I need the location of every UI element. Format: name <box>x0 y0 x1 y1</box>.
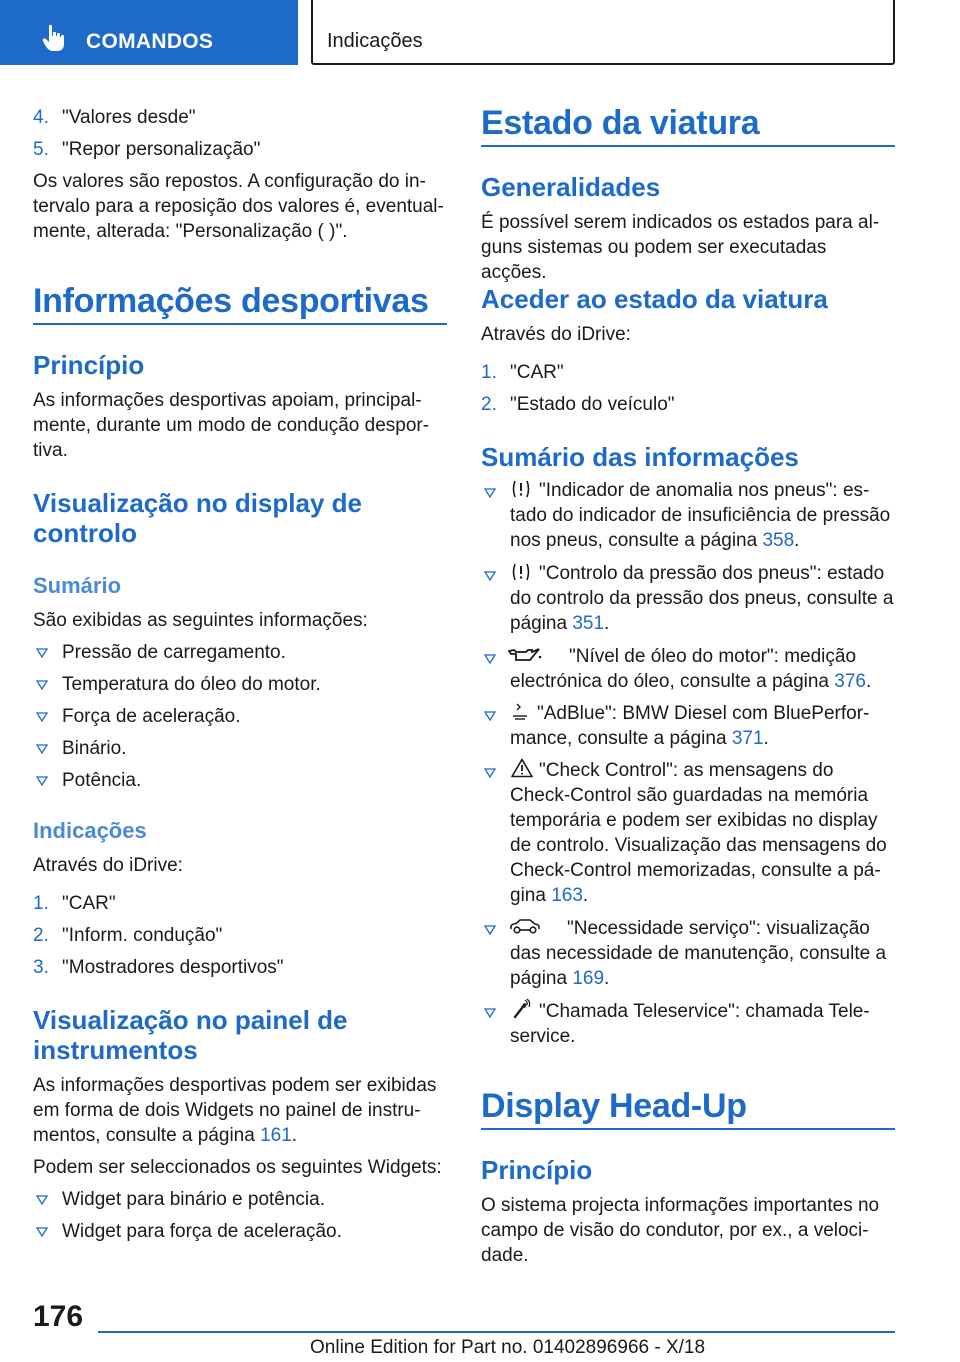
hand-pointer-icon <box>42 24 66 52</box>
warning-triangle-icon <box>511 758 533 778</box>
paragraph-line: As informações desportivas apoiam, principal- <box>33 390 422 411</box>
list-item: "Estado do veículo" <box>510 394 675 415</box>
bullet-triangle-icon <box>36 648 48 658</box>
heading-visualizacao-display: Visualização no display de <box>33 488 362 518</box>
list-item: "CAR" <box>62 893 116 914</box>
text: nos pneus, consulte a página <box>510 530 763 551</box>
list-item: Widget para binário e potência. <box>62 1189 325 1210</box>
heading-visualizacao-painel: instrumentos <box>33 1035 198 1065</box>
page-link[interactable]: 376 <box>834 671 866 692</box>
tab-comandos[interactable] <box>0 0 298 65</box>
heading-estado-viatura: Estado da viatura <box>481 104 760 142</box>
list-item: Binário. <box>62 738 127 759</box>
paragraph-line: mente, alterada: "Personalização ( )". <box>33 221 348 242</box>
paragraph-line: Check-Control memorizadas, consulte a pá- <box>510 860 881 881</box>
heading-principio: Princípio <box>33 350 145 380</box>
list-item: "Mostradores desportivos" <box>62 957 284 978</box>
paragraph-line: "AdBlue": BMW Diesel com BluePerfor- <box>537 703 870 724</box>
list-number: 3. <box>33 957 49 978</box>
bullet-triangle-icon <box>36 1227 48 1237</box>
bullet-triangle-icon <box>484 1008 496 1018</box>
paragraph-line: É possível serem indicados os estados para al- <box>481 212 880 233</box>
paragraph-line: tado do indicador de insuficiência de pressão <box>510 505 891 526</box>
text: . <box>865 671 872 692</box>
list-item: Potência. <box>62 770 142 791</box>
paragraph-line: das necessidade de manutenção, consulte a <box>510 943 887 964</box>
page-link[interactable]: 169 <box>572 968 605 989</box>
tire-pressure-control-icon <box>510 561 532 583</box>
paragraph-line <box>510 528 799 553</box>
heading-rule <box>33 323 447 325</box>
page-link[interactable]: 371 <box>731 728 764 749</box>
tire-pressure-warning-icon <box>510 478 532 500</box>
list-item: "CAR" <box>510 362 564 383</box>
bullet-triangle-icon <box>484 768 496 778</box>
paragraph-line: "Chamada Teleservice": chamada Tele- <box>539 1001 870 1022</box>
text: . <box>763 728 769 749</box>
bullet-triangle-icon <box>36 680 48 690</box>
paragraph-line: São exibidas as seguintes informações: <box>33 610 368 631</box>
paragraph-line <box>33 1123 297 1148</box>
adblue-icon <box>510 702 530 722</box>
bullet-triangle-icon <box>484 571 496 581</box>
bullet-triangle-icon <box>484 654 496 664</box>
heading-informacoes-desportivas: Informações desportivas <box>33 282 429 320</box>
paragraph-line <box>510 669 871 694</box>
list-number: 2. <box>481 394 497 415</box>
paragraph-line: "Nível de óleo do motor": medição <box>569 646 857 667</box>
paragraph-line: "Controlo da pressão dos pneus": estado <box>539 563 885 584</box>
list-item: Pressão de carregamento. <box>62 642 286 663</box>
text: . <box>291 1125 298 1146</box>
list-item: Widget para força de aceleração. <box>62 1221 342 1242</box>
text: mance, consulte a página <box>510 728 732 749</box>
paragraph-line: temporária e podem ser exibidas no display <box>510 810 878 831</box>
footer-edition: Online Edition for Part no. 01402896966 - X/18 <box>310 1337 706 1358</box>
list-item: Força de aceleração. <box>62 706 241 727</box>
page-number: 176 <box>33 1300 84 1333</box>
heading-visualizacao-painel: Visualização no painel de <box>33 1005 348 1035</box>
heading-generalidades: Generalidades <box>481 172 661 202</box>
paragraph-line: Os valores são repostos. A configuração do in- <box>33 171 426 192</box>
paragraph-line: guns sistemas ou podem ser executadas acções. <box>481 237 827 283</box>
list-item: "Valores desde" <box>62 107 196 128</box>
heading-sumario: Sumário <box>33 573 122 598</box>
paragraph-line: Através do iDrive: <box>481 324 631 345</box>
paragraph-line <box>510 611 609 636</box>
paragraph-line: do controlo da pressão dos pneus, consulte a <box>510 588 894 609</box>
heading-rule <box>481 145 895 147</box>
tab-indicacoes[interactable] <box>311 0 895 65</box>
paragraph-line: service. <box>510 1026 576 1047</box>
paragraph-line: mente, durante um modo de condução despor- <box>33 415 430 436</box>
list-number: 1. <box>33 893 49 914</box>
paragraph-line: em forma de dois Widgets no painel de instru- <box>33 1100 421 1121</box>
list-number: 2. <box>33 925 49 946</box>
text: . <box>604 613 610 634</box>
heading-display-head-up: Display Head-Up <box>481 1087 747 1125</box>
heading-principio: Princípio <box>481 1155 593 1185</box>
bullet-triangle-icon <box>484 711 496 721</box>
bullet-triangle-icon <box>484 488 496 498</box>
paragraph-line: Check-Control são guardadas na memória <box>510 785 869 806</box>
list-number: 4. <box>33 107 49 128</box>
paragraph-line: Através do iDrive: <box>33 855 183 876</box>
paragraph-line: As informações desportivas podem ser exibidas <box>33 1075 437 1096</box>
heading-indicacoes: Indicações <box>33 818 147 843</box>
paragraph-line: tiva. <box>33 440 68 461</box>
page-link[interactable]: 358 <box>762 530 795 551</box>
heading-visualizacao-display: controlo <box>33 518 137 548</box>
text: gina <box>510 885 552 906</box>
paragraph-line <box>510 966 609 991</box>
paragraph-line: "Indicador de anomalia nos pneus": es- <box>539 480 870 501</box>
text: electrónica do óleo, consulte a página <box>510 671 835 692</box>
footer-rule <box>98 1331 895 1333</box>
oil-can-icon <box>508 645 542 665</box>
paragraph-line: dade. <box>481 1245 529 1266</box>
list-item: Temperatura do óleo do motor. <box>62 674 321 695</box>
service-car-icon <box>509 917 541 935</box>
paragraph-line: campo de visão do condutor, por ex., a veloci- <box>481 1220 869 1241</box>
paragraph-line <box>510 726 769 751</box>
bullet-triangle-icon <box>36 1195 48 1205</box>
bullet-triangle-icon <box>36 712 48 722</box>
list-item: "Inform. condução" <box>62 925 223 946</box>
text: mentos, consulte a página <box>33 1125 261 1146</box>
page-link[interactable]: 351 <box>572 613 605 634</box>
text: página <box>510 613 573 634</box>
heading-sumario-informacoes: Sumário das informações <box>481 442 799 472</box>
paragraph-line: O sistema projecta informações importantes no <box>481 1195 880 1216</box>
heading-aceder-estado: Aceder ao estado da viatura <box>481 284 828 314</box>
paragraph-line: tervalo para a reposição dos valores é, eventual- <box>33 196 444 217</box>
page-link[interactable]: 163 <box>551 885 583 906</box>
tab-indicacoes-label: Indicações <box>327 30 423 52</box>
paragraph-line: Podem ser seleccionados os seguintes Widgets: <box>33 1157 442 1178</box>
wrench-phone-icon <box>511 998 531 1020</box>
bullet-triangle-icon <box>36 744 48 754</box>
header <box>0 0 960 66</box>
text: . <box>794 530 800 551</box>
list-item: "Repor personalização" <box>62 139 261 160</box>
text: . <box>582 885 589 906</box>
page-link[interactable]: 161 <box>260 1125 292 1146</box>
text: página <box>510 968 573 989</box>
heading-rule <box>481 1128 895 1130</box>
paragraph-line <box>510 883 588 908</box>
bullet-triangle-icon <box>36 776 48 786</box>
tab-comandos-label: COMANDOS <box>86 30 214 53</box>
bullet-triangle-icon <box>484 925 496 935</box>
text: . <box>604 968 610 989</box>
paragraph-line: "Check Control": as mensagens do <box>539 760 834 781</box>
paragraph-line: de controlo. Visualização das mensagens do <box>510 835 887 856</box>
list-number: 1. <box>481 362 497 383</box>
list-number: 5. <box>33 139 49 160</box>
paragraph-line: "Necessidade serviço": visualização <box>567 918 870 939</box>
